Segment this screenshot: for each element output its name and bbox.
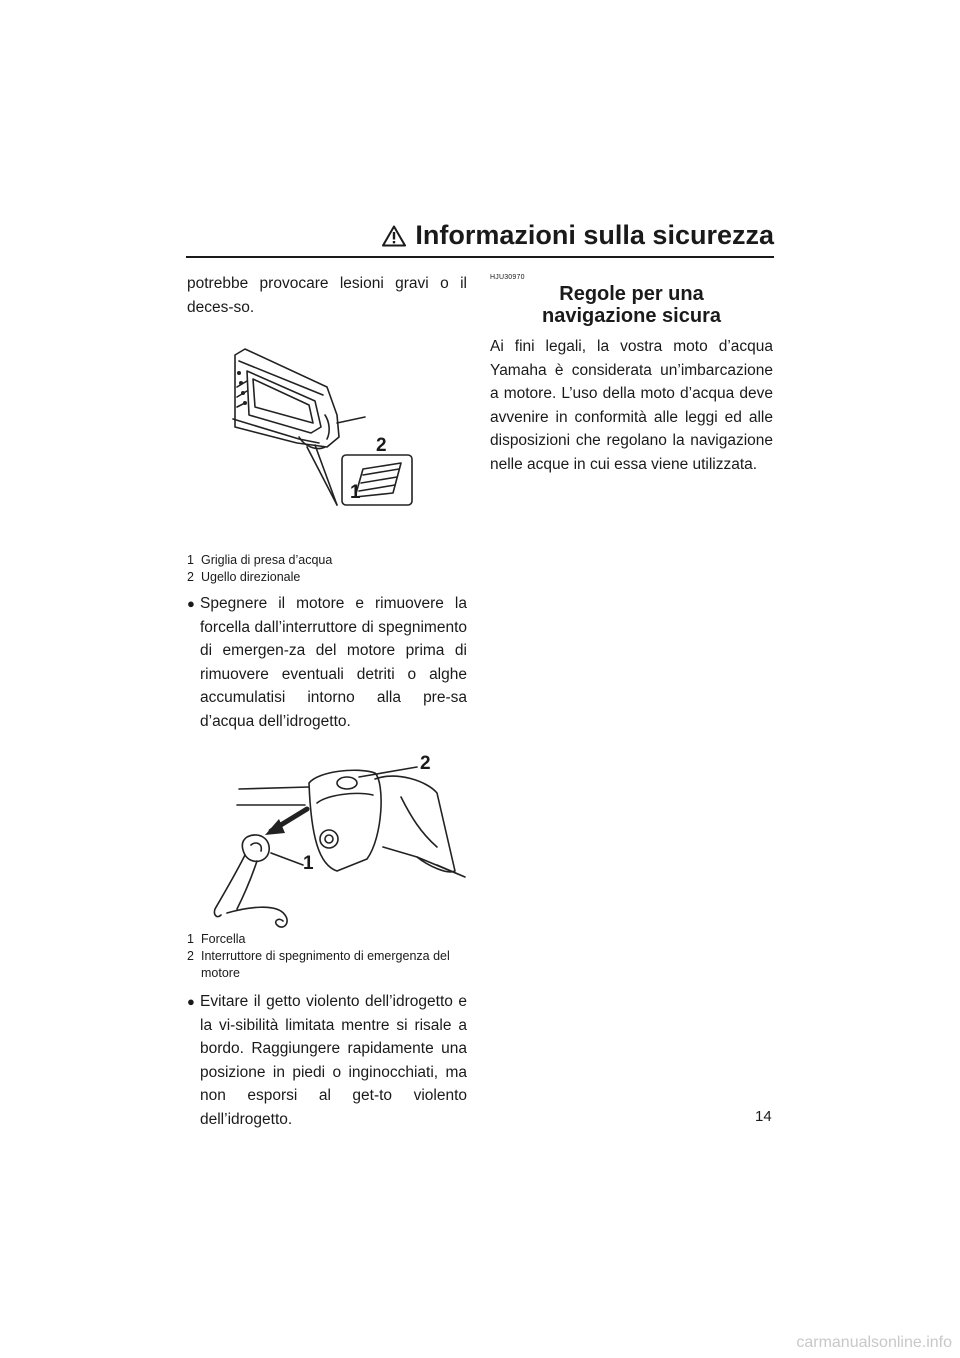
bullet-item <box>187 592 467 733</box>
watermark: carmanualsonline.info <box>796 1334 952 1351</box>
caption-row <box>187 569 467 586</box>
caption-text: Forcella <box>201 932 246 946</box>
caption-text: Interruttore di spegnimento di emergenza del motore <box>201 949 450 980</box>
bullet-icon: ● <box>187 994 195 1009</box>
caption-number: 1 <box>187 932 194 946</box>
fig1-callout-1: 1 <box>350 482 361 503</box>
fig2-callout-1: 1 <box>303 853 314 874</box>
bullet-text: Spegnere il motore e rimuovere la forcella dall’interruttore di spegnimento di emergen-za del motore prima di rimuovere eventuali detriti o alghe accumulatisi intorno alla pre-sa d’acqua dell’idrogetto. <box>200 595 467 730</box>
right-column <box>490 272 773 476</box>
bullet-text: Evitare il getto violento dell’idrogetto e la vi-sibilità limitata mentre si risale a bordo. Raggiungere rapidamente una posizione in piedi o inginocchiati, ma non esporsi al get-to violento dell’idrogetto. <box>200 993 467 1128</box>
caption-row <box>187 948 467 982</box>
fig1-caption <box>187 552 467 586</box>
header-title-text: Informazioni sulla sicurezza <box>415 220 774 250</box>
lanyard-clip-illustration <box>187 747 467 947</box>
caption-row <box>187 552 467 569</box>
figure-lanyard <box>187 747 467 947</box>
bullet-item <box>187 990 467 1131</box>
section-paragraph: Ai fini legali, la vostra moto d’acqua Yamaha è considerata un’imbarcazione a motore. L’uso della moto d’acqua deve avvenire in conformità alle leggi ed alle disposizioni che regolano la navigazione nelle acque in cui essa viene utilizzata. <box>490 338 773 473</box>
jet-intake-illustration <box>187 327 467 507</box>
intro-text: potrebbe provocare lesioni gravi o il deces-so. <box>187 275 467 316</box>
left-column <box>187 272 467 1131</box>
section-title: Regole per una navigazione sicura <box>542 283 721 327</box>
caption-number: 2 <box>187 570 194 584</box>
caption-text: Ugello direzionale <box>201 570 301 584</box>
caption-number: 2 <box>187 949 194 963</box>
section-code: HJU30970 <box>490 274 525 281</box>
warning-icon <box>382 225 406 247</box>
figure-jet-intake <box>187 327 467 507</box>
header-title <box>382 220 774 251</box>
fig2-callout-2: 2 <box>420 753 431 774</box>
caption-text: Griglia di presa d’acqua <box>201 553 333 567</box>
page-number: 14 <box>755 1108 772 1125</box>
bullet-icon: ● <box>187 596 195 611</box>
fig1-callout-2: 2 <box>376 435 387 456</box>
page-header <box>186 222 774 258</box>
caption-number: 1 <box>187 553 194 567</box>
